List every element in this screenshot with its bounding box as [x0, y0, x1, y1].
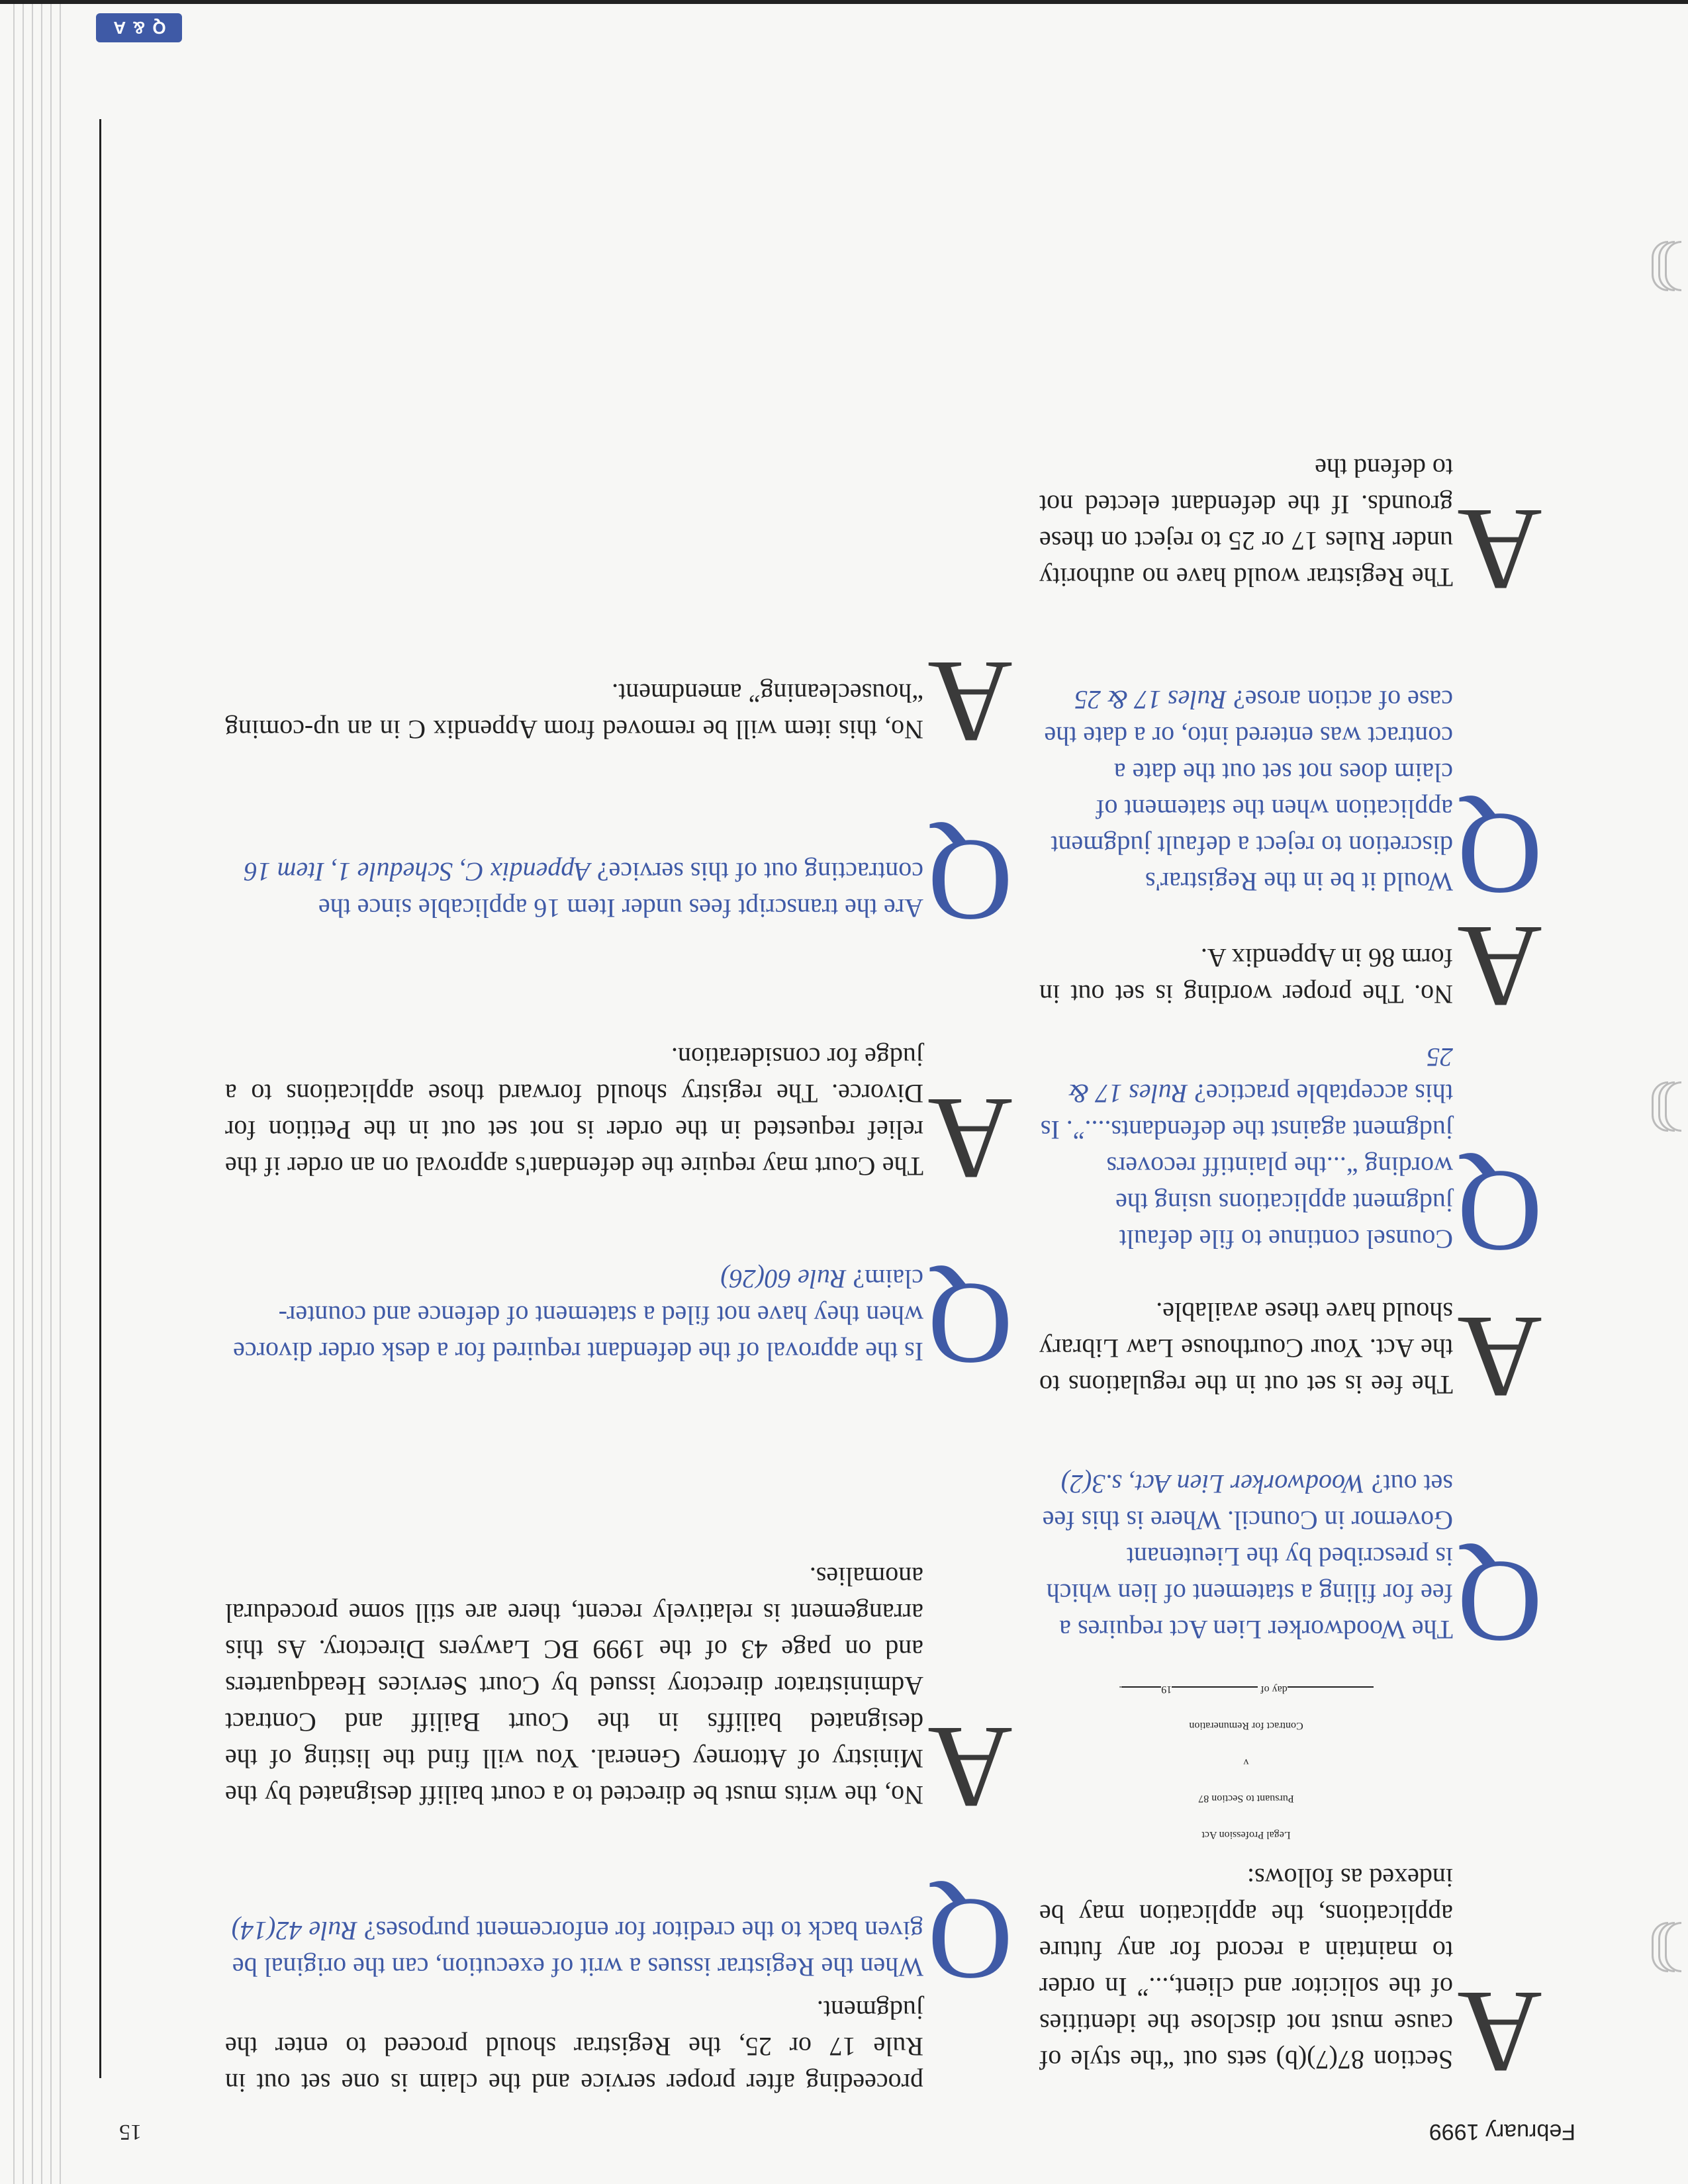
answer-text: No. The proper wording is set out in form 86 in Appendix A.	[1039, 943, 1453, 1009]
style-of-cause	[1039, 1661, 1453, 1853]
answer-block	[225, 946, 1013, 1205]
question-body: Counsel continue to file default judgment applications using the wording “...the plaintiff recovers judgment against the defendants....”. Is this acceptable practice?	[1040, 1079, 1453, 1254]
question-block	[1039, 1430, 1542, 1668]
q-letter-icon: Q	[927, 815, 1013, 946]
q-letter-icon: Q	[1457, 789, 1542, 920]
a-letter-icon: A	[927, 1073, 1013, 1205]
answer-text: The Registrar would have no authority under Rules 17 or 25 to reject on these grounds. If the defendant elected not to defend the	[1039, 453, 1453, 592]
answer-text: Section 87(7)(b) sets out “the style of cause must not disclose the identities of the solicitor and client,...” In order to maintain a record for any future applications, the application may be indexed as follows:	[1039, 1863, 1453, 2075]
answer-text: No, this item will be removed from Appendix C in an up-coming “housecleaning” amendment.	[225, 678, 923, 745]
question-text	[1039, 1039, 1453, 1257]
question-reference: Rules 17 & 25	[1068, 1042, 1453, 1109]
page-stack-edges	[0, 0, 73, 2184]
answer-block	[1039, 437, 1542, 615]
question-body: Are the transcript fees under Item 16 applicable since the contracting out of this service?	[318, 857, 923, 923]
bottom-rule	[0, 0, 1688, 4]
question-reference: Rules 17 & 25	[1074, 685, 1227, 715]
answer-block	[225, 615, 1013, 768]
question-body: Would it be in the Registrar's discretion to reject a default judgment application when the statement of claim does not set out the date a contract was entered into, or a date the case of action arose?	[1044, 685, 1453, 897]
question-text	[225, 1913, 923, 1985]
page-number: 15	[119, 2120, 142, 2144]
answer-block	[1039, 1863, 1542, 2098]
q-letter-icon: Q	[1457, 1537, 1542, 1668]
q-letter-icon: Q	[927, 1259, 1013, 1390]
answer-text: The Court may require the defendant's approval on an order if the relief requested in the order is not set out in the Petition for Divorce. The registry should forward those applications to a judge for consideration.	[225, 1042, 923, 1181]
question-body: Is the approval of the defendant required for a desk order divorce when they have not filed a statement of defence and counter-claim?	[233, 1264, 923, 1367]
answer-text: The fee is set out in the regulations to the Act. Your Courthouse Law Library should have these available.	[1039, 1297, 1453, 1400]
style-date-line: day of 19.	[1039, 1671, 1453, 1707]
day-blank	[1288, 1686, 1374, 1688]
page-header	[119, 2111, 1575, 2151]
question-body: When the Registrar issues a writ of execution, can the original be given back to the creditor for enforcement purposes?	[232, 1916, 923, 1982]
question-block	[1039, 622, 1542, 920]
a-letter-icon: A	[1457, 1292, 1542, 1423]
question-text	[225, 854, 923, 927]
a-letter-icon: A	[1457, 901, 1542, 1032]
question-body: The Woodworker Lien Act requires a fee for filing a statement of lien which is prescribed by the Lieutenant Governor in Council. Where is this fee set out?	[1042, 1469, 1453, 1645]
day-text: day of	[1260, 1684, 1288, 1695]
question-block	[225, 774, 1013, 946]
answer-block	[1039, 901, 1542, 1032]
binder-ring-icon	[1642, 1072, 1688, 1145]
answer-block	[1039, 1284, 1542, 1423]
q-letter-icon: Q	[1457, 1146, 1542, 1277]
answer-block	[225, 1396, 1013, 1833]
question-reference: Rule 60(26)	[720, 1264, 847, 1294]
a-letter-icon: A	[1457, 1967, 1542, 2098]
issue-date: February 1999	[1429, 2119, 1575, 2144]
column-rule	[99, 119, 101, 2078]
a-letter-icon: A	[927, 1702, 1013, 1833]
question-reference: Rule 42(14)	[231, 1916, 357, 1946]
answer-block	[225, 1995, 1013, 2101]
a-letter-icon: A	[1457, 484, 1542, 615]
question-block	[1039, 1039, 1542, 1277]
year-text: 19	[1161, 1684, 1172, 1695]
question-text	[1039, 682, 1453, 900]
question-text	[1039, 1466, 1453, 1648]
binder-ring-icon	[1642, 1913, 1688, 1985]
style-line: v	[1243, 1756, 1249, 1768]
q-letter-icon: Q	[927, 1874, 1013, 2005]
question-reference: Woodworker Lien Act, s.3(2)	[1060, 1469, 1365, 1499]
style-line: Pursuant to Section 87	[1198, 1793, 1294, 1804]
question-block	[225, 1211, 1013, 1390]
year-blank	[1121, 1686, 1161, 1688]
question-reference: Appendix C, Schedule 1, Item 16	[244, 857, 590, 887]
question-block	[225, 1833, 1013, 2005]
style-line: Legal Profession Act	[1201, 1829, 1291, 1841]
a-letter-icon: A	[927, 637, 1013, 768]
binder-ring-icon	[1642, 232, 1688, 304]
section-badge: Q & A	[96, 13, 182, 42]
answer-text: No, the writs must be directed to a court bailiff designated by the Ministry of Attorney General. You will find the listing of the designated bailiffs in the Court Bailiff and Contract Administrator directory issued by Court Services Headquarters and on page 43 of the 1999 BC Lawyers Directory. As this arrangement is relatively recent, there are still some procedural anomalies.	[225, 1562, 923, 1810]
answer-text: proceeding after proper service and the claim is one set out in Rule 17 or 25, the Registrar should proceed to enter the judgment.	[225, 1995, 923, 2098]
month-blank	[1172, 1686, 1258, 1688]
question-text	[225, 1261, 923, 1370]
style-line: Contract for Remuneration	[1189, 1720, 1303, 1731]
